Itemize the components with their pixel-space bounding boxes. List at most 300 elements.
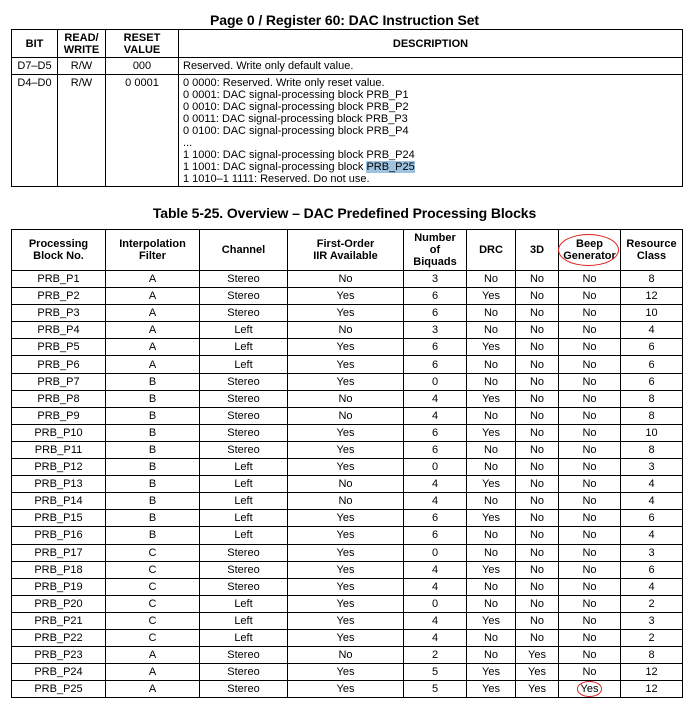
table-row — [12, 527, 683, 544]
drc-cell — [467, 288, 516, 305]
cell-value: PRB_P4 — [37, 324, 80, 337]
beep-generator-cell — [559, 339, 621, 356]
processing-block-cell — [12, 664, 106, 681]
cell-value: No — [582, 529, 597, 542]
cell-value: No — [529, 426, 545, 439]
cell-value: Yes — [528, 666, 546, 679]
cell-value: Yes — [336, 666, 355, 679]
3d-cell — [516, 476, 559, 493]
biquads-cell — [404, 339, 467, 356]
beep-generator-cell — [559, 647, 621, 664]
biquads-cell — [404, 459, 467, 476]
cell-value: B — [148, 392, 157, 405]
prb-table-title: Table 5-25. Overview – DAC Predefined Processing Blocks — [152, 205, 537, 221]
cell-value: Left — [234, 358, 253, 371]
cell-value: No — [529, 580, 545, 593]
header-beep-generator — [559, 230, 621, 271]
cell-value: Yes — [482, 614, 500, 627]
cell-value: No — [483, 597, 499, 610]
cell-value: Yes — [528, 649, 546, 662]
3d-cell — [516, 681, 559, 698]
cell-value: Left — [234, 478, 253, 491]
cell-value: C — [148, 632, 157, 645]
table-row — [12, 339, 683, 356]
table-row — [12, 544, 683, 561]
cell-value: Yes — [336, 341, 355, 354]
cell-value: PRB_P3 — [37, 307, 80, 320]
cell-value: 0 — [431, 461, 439, 474]
cell-value: A — [148, 341, 157, 354]
resource-class-cell — [621, 493, 683, 510]
biquads-cell — [404, 476, 467, 493]
drc-cell — [467, 476, 516, 493]
header-line: Beep — [576, 238, 603, 250]
header-line: Interpolation — [119, 238, 186, 250]
cell-value: Yes — [482, 512, 500, 525]
header-line: of — [429, 244, 441, 256]
cell-value: Yes — [336, 375, 355, 388]
highlighted-selection[interactable]: PRB_P25 — [366, 161, 415, 173]
drc-cell — [467, 390, 516, 407]
channel-cell — [200, 578, 288, 595]
cell-value: No — [483, 358, 499, 371]
biquads-cell — [404, 664, 467, 681]
description-line: 0 0001: DAC signal-processing block PRB_P1 — [183, 89, 409, 101]
cell-value: 0 — [431, 546, 439, 559]
resource-class-cell — [621, 424, 683, 441]
resource-class-cell — [621, 629, 683, 646]
3d-cell — [516, 390, 559, 407]
cell-value: Stereo — [227, 649, 260, 662]
cell-value: No — [529, 443, 545, 456]
resource-class-cell — [621, 339, 683, 356]
interpolation-filter-cell — [106, 288, 200, 305]
processing-block-cell — [12, 510, 106, 527]
cell-value: PRB_P20 — [34, 597, 83, 610]
header-line: Processing — [28, 238, 89, 250]
first-order-iir-cell — [288, 493, 404, 510]
cell-value: 10 — [645, 307, 658, 320]
interpolation-filter-cell — [106, 578, 200, 595]
beep-generator-cell — [559, 681, 621, 698]
biquads-cell — [404, 612, 467, 629]
drc-cell — [467, 561, 516, 578]
header-line: Number — [414, 232, 456, 244]
cell-value: No — [338, 409, 353, 422]
cell-value: No — [582, 307, 597, 320]
interpolation-filter-cell — [106, 647, 200, 664]
table-row — [12, 664, 683, 681]
cell-value: A — [148, 683, 157, 696]
biquads-cell — [404, 647, 467, 664]
channel-cell — [200, 493, 288, 510]
table-row — [12, 612, 683, 629]
resource-class-cell — [621, 681, 683, 698]
header-interpolation-filter — [106, 230, 200, 271]
cell-value: Left — [234, 614, 253, 627]
biquads-cell — [404, 271, 467, 288]
3d-cell — [516, 510, 559, 527]
table-row — [12, 407, 683, 424]
biquads-cell — [404, 629, 467, 646]
drc-cell — [467, 681, 516, 698]
channel-cell — [200, 476, 288, 493]
drc-cell — [467, 647, 516, 664]
biquads-cell — [404, 544, 467, 561]
drc-cell — [467, 612, 516, 629]
channel-cell — [200, 441, 288, 458]
cell-value: 5 — [431, 683, 439, 696]
processing-block-cell — [12, 288, 106, 305]
first-order-iir-cell — [288, 305, 404, 322]
interpolation-filter-cell — [106, 510, 200, 527]
3d-cell — [516, 322, 559, 339]
table-row — [12, 288, 683, 305]
biquads-cell — [404, 493, 467, 510]
description-line: 0 0010: DAC signal-processing block PRB_P2 — [183, 101, 409, 113]
table-row — [12, 373, 683, 390]
3d-cell — [516, 424, 559, 441]
biquads-cell — [404, 390, 467, 407]
processing-block-cell — [12, 407, 106, 424]
resource-class-cell — [621, 373, 683, 390]
cell-value: No — [529, 478, 545, 491]
cell-value: No — [483, 307, 499, 320]
description-line: 0 0100: DAC signal-processing block PRB_P4 — [183, 125, 409, 137]
drc-cell — [467, 339, 516, 356]
cell-value: Stereo — [227, 426, 260, 439]
cell-value: No — [529, 392, 545, 405]
cell-value: 4 — [648, 580, 655, 593]
3d-cell — [516, 527, 559, 544]
cell-value: No — [338, 649, 353, 662]
interpolation-filter-cell — [106, 305, 200, 322]
channel-cell — [200, 544, 288, 561]
beep-generator-cell — [559, 322, 621, 339]
cell-value: Left — [234, 341, 253, 354]
table-row — [12, 561, 683, 578]
header-processing-block — [12, 230, 106, 271]
resource-class-cell — [621, 288, 683, 305]
header-reset-value — [106, 30, 179, 58]
first-order-iir-cell — [288, 322, 404, 339]
cell-value: Yes — [336, 443, 355, 456]
table-row — [12, 493, 683, 510]
interpolation-filter-cell — [106, 271, 200, 288]
cell-value: 4 — [431, 614, 439, 627]
cell-value: 6 — [431, 307, 439, 320]
first-order-iir-cell — [288, 424, 404, 441]
header-description-label: DESCRIPTION — [392, 37, 469, 50]
cell-value: Left — [234, 512, 253, 525]
table-row — [12, 271, 683, 288]
header-read-write — [58, 30, 106, 58]
beep-generator-cell — [559, 493, 621, 510]
table-row — [12, 681, 683, 698]
drc-cell — [467, 407, 516, 424]
cell-value: No — [582, 409, 597, 422]
register-table-header — [12, 30, 683, 58]
3d-cell — [516, 612, 559, 629]
beep-generator-cell — [559, 476, 621, 493]
cell-value: C — [148, 597, 157, 610]
cell-value: No — [483, 443, 499, 456]
beep-generator-cell — [559, 595, 621, 612]
biquads-cell — [404, 681, 467, 698]
3d-cell — [516, 595, 559, 612]
header-interpolation-filter-label — [106, 238, 199, 262]
cell-value: Yes — [336, 529, 355, 542]
register-table — [11, 29, 683, 187]
resource-class-cell — [621, 647, 683, 664]
first-order-iir-cell — [288, 510, 404, 527]
processing-block-cell — [12, 527, 106, 544]
cell-value: No — [529, 307, 545, 320]
processing-block-cell — [12, 561, 106, 578]
cell-value: 4 — [431, 392, 439, 405]
description-line: 1 1000: DAC signal-processing block PRB_P24 — [183, 149, 415, 161]
biquads-cell — [404, 527, 467, 544]
cell-value: A — [148, 307, 157, 320]
cell-value: Yes — [336, 580, 355, 593]
bit-cell: D4–D0 — [12, 75, 58, 187]
processing-block-cell — [12, 647, 106, 664]
drc-cell — [467, 356, 516, 373]
cell-value: 8 — [648, 443, 655, 456]
drc-cell — [467, 629, 516, 646]
resource-class-cell — [621, 441, 683, 458]
beep-generator-cell — [559, 288, 621, 305]
drc-cell — [467, 664, 516, 681]
header-line: DRC — [479, 244, 503, 256]
register-table-title: Page 0 / Register 60: DAC Instruction Set — [210, 12, 479, 28]
cell-value: Stereo — [227, 307, 260, 320]
first-order-iir-cell — [288, 544, 404, 561]
processing-block-cell — [12, 356, 106, 373]
cell-value: No — [483, 375, 499, 388]
cell-value: No — [582, 375, 597, 388]
table-row — [12, 629, 683, 646]
cell-value: 6 — [648, 358, 655, 371]
processing-block-cell — [12, 493, 106, 510]
cell-value: Yes — [336, 563, 355, 576]
3d-cell — [516, 305, 559, 322]
cell-value: Yes — [482, 392, 500, 405]
cell-value: Yes — [336, 614, 355, 627]
cell-value: 4 — [431, 563, 439, 576]
cell-value: 6 — [431, 426, 439, 439]
resource-class-cell — [621, 612, 683, 629]
interpolation-filter-cell — [106, 424, 200, 441]
cell-value: No — [483, 580, 499, 593]
resource-class-cell — [621, 322, 683, 339]
cell-value: 8 — [648, 409, 655, 422]
beep-generator-cell — [559, 305, 621, 322]
first-order-iir-cell — [288, 459, 404, 476]
header-resource-class — [621, 230, 683, 271]
resource-class-cell — [621, 527, 683, 544]
cell-value: No — [338, 324, 353, 337]
biquads-cell — [404, 322, 467, 339]
cell-value: No — [582, 563, 597, 576]
channel-cell — [200, 390, 288, 407]
cell-value: PRB_P19 — [34, 580, 83, 593]
cell-value: No — [582, 580, 597, 593]
cell-value: PRB_P1 — [37, 273, 80, 286]
interpolation-filter-cell — [106, 407, 200, 424]
cell-value: 10 — [645, 426, 658, 439]
channel-cell — [200, 373, 288, 390]
channel-cell — [200, 527, 288, 544]
description-line — [183, 161, 682, 173]
first-order-iir-cell — [288, 561, 404, 578]
cell-value: No — [582, 273, 597, 286]
cell-value: Yes — [528, 683, 546, 696]
cell-value: No — [582, 666, 597, 679]
cell-value: No — [483, 461, 499, 474]
cell-value: Yes — [482, 341, 500, 354]
table-row — [12, 75, 683, 187]
channel-cell — [200, 459, 288, 476]
processing-block-cell — [12, 629, 106, 646]
cell-value: B — [148, 443, 157, 456]
cell-value: No — [483, 495, 499, 508]
cell-value: PRB_P7 — [37, 375, 80, 388]
resource-class-cell — [621, 390, 683, 407]
resource-class-cell — [621, 544, 683, 561]
first-order-iir-cell — [288, 271, 404, 288]
channel-cell — [200, 647, 288, 664]
cell-value: Stereo — [227, 409, 260, 422]
cell-value: No — [582, 546, 597, 559]
processing-block-cell — [12, 390, 106, 407]
cell-value: No — [582, 597, 597, 610]
processing-block-cell — [12, 595, 106, 612]
description-line: ... — [183, 137, 193, 149]
channel-cell — [200, 424, 288, 441]
drc-cell — [467, 322, 516, 339]
cell-value: No — [582, 614, 597, 627]
cell-value: No — [529, 358, 545, 371]
cell-value: A — [148, 273, 157, 286]
first-order-iir-cell — [288, 356, 404, 373]
cell-value: Yes — [336, 683, 355, 696]
cell-value: Yes — [336, 426, 355, 439]
biquads-cell — [404, 510, 467, 527]
header-line: Biquads — [413, 256, 457, 268]
cell-value: 5 — [431, 666, 439, 679]
cell-value: C — [148, 563, 157, 576]
beep-generator-cell — [559, 664, 621, 681]
cell-value: Stereo — [227, 273, 260, 286]
drc-cell — [467, 493, 516, 510]
cell-value: Left — [234, 461, 253, 474]
header-beep-generator-label — [563, 238, 616, 262]
header-channel — [200, 230, 288, 271]
cell-value: No — [529, 546, 545, 559]
cell-value: 2 — [648, 597, 655, 610]
cell-value: No — [529, 324, 545, 337]
table-row — [12, 510, 683, 527]
cell-value: 4 — [431, 478, 439, 491]
first-order-iir-cell — [288, 647, 404, 664]
biquads-cell — [404, 407, 467, 424]
cell-value: No — [582, 341, 597, 354]
interpolation-filter-cell — [106, 544, 200, 561]
drc-cell — [467, 595, 516, 612]
channel-cell — [200, 510, 288, 527]
cell-value: 4 — [431, 495, 439, 508]
cell-value: No — [483, 649, 499, 662]
header-channel-label — [200, 244, 287, 256]
cell-value: 6 — [431, 358, 439, 371]
header-line: Filter — [139, 250, 166, 262]
cell-value: A — [148, 358, 157, 371]
header-3d — [516, 230, 559, 271]
3d-cell — [516, 493, 559, 510]
header-description — [179, 30, 683, 58]
cell-value: B — [148, 512, 157, 525]
first-order-iir-cell — [288, 681, 404, 698]
cell-value: A — [148, 649, 157, 662]
3d-cell — [516, 544, 559, 561]
3d-cell — [516, 578, 559, 595]
cell-value: PRB_P9 — [37, 409, 80, 422]
channel-cell — [200, 664, 288, 681]
cell-value: No — [483, 529, 499, 542]
cell-value: Left — [234, 597, 253, 610]
cell-value: Yes — [336, 290, 355, 303]
biquads-cell — [404, 561, 467, 578]
cell-value: PRB_P14 — [34, 495, 83, 508]
cell-value: No — [483, 409, 499, 422]
beep-generator-cell — [559, 629, 621, 646]
resource-class-cell — [621, 407, 683, 424]
cell-value: No — [582, 290, 597, 303]
cell-value: Left — [234, 324, 253, 337]
3d-cell — [516, 629, 559, 646]
channel-cell — [200, 595, 288, 612]
cell-value: 4 — [431, 409, 439, 422]
cell-value: No — [529, 632, 545, 645]
header-line: Class — [636, 250, 667, 262]
prb-table-body — [12, 271, 683, 698]
cell-value: 3 — [648, 614, 655, 627]
cell-value: 12 — [645, 290, 658, 303]
first-order-iir-cell — [288, 373, 404, 390]
header-line: Generator — [563, 250, 616, 262]
processing-block-cell — [12, 459, 106, 476]
drc-cell — [467, 459, 516, 476]
drc-cell — [467, 510, 516, 527]
processing-block-cell — [12, 476, 106, 493]
cell-value: 6 — [431, 341, 439, 354]
beep-generator-cell — [559, 561, 621, 578]
3d-cell — [516, 288, 559, 305]
cell-value: Yes — [482, 478, 500, 491]
3d-cell — [516, 459, 559, 476]
cell-value: B — [148, 409, 157, 422]
resource-class-cell — [621, 578, 683, 595]
reset-cell: 0 0001 — [106, 75, 179, 187]
first-order-iir-cell — [288, 390, 404, 407]
cell-value: B — [148, 495, 157, 508]
channel-cell — [200, 681, 288, 698]
cell-value: Stereo — [227, 666, 260, 679]
cell-value: Left — [234, 632, 253, 645]
resource-class-cell — [621, 510, 683, 527]
beep-generator-cell — [559, 544, 621, 561]
